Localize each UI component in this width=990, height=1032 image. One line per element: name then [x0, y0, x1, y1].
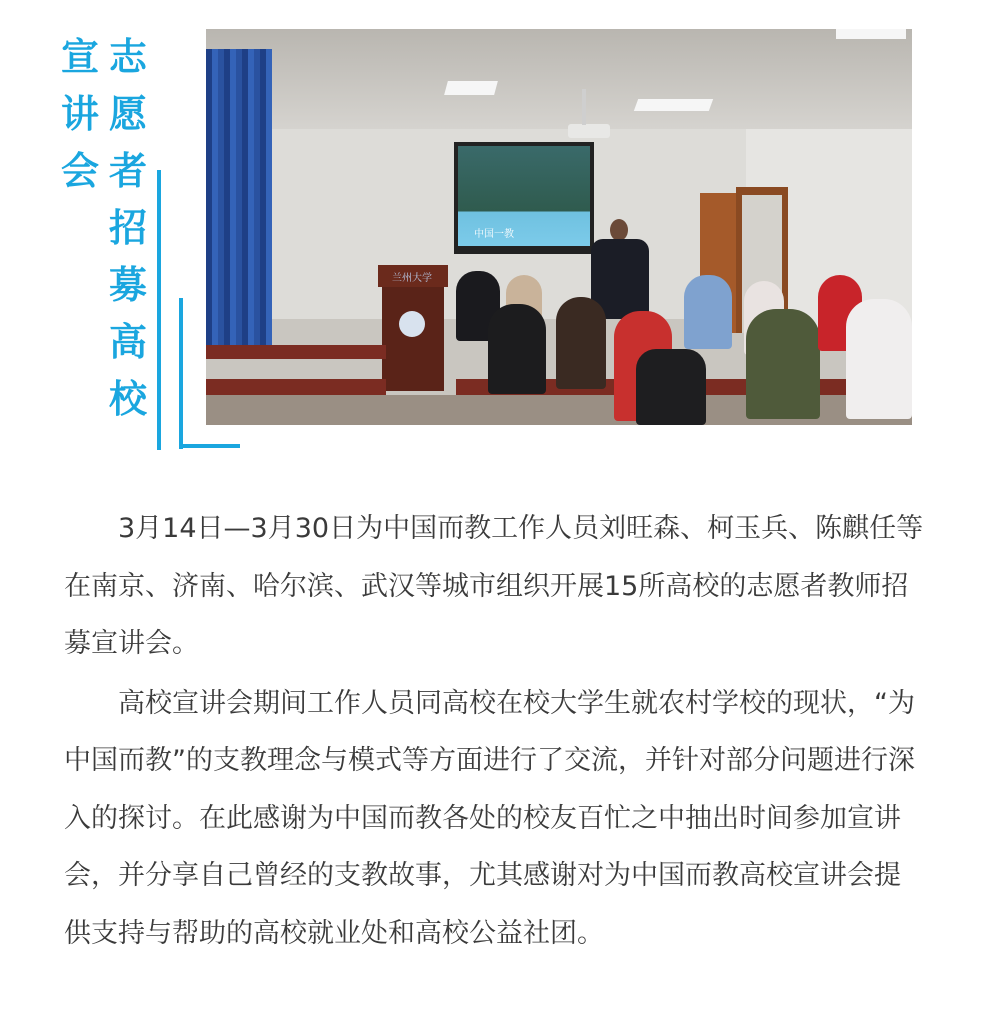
desk	[206, 379, 386, 395]
title-column-primary	[106, 28, 150, 427]
title-char: 募	[108, 262, 147, 307]
title-column-secondary	[58, 28, 102, 199]
podium-label: 兰州大学	[392, 273, 432, 284]
projector-mount	[582, 89, 586, 125]
event-photo	[206, 29, 912, 425]
article-body	[64, 500, 924, 964]
title-char: 者	[108, 148, 147, 193]
title-char: 会	[60, 148, 99, 193]
projector	[568, 124, 610, 138]
title-char: 讲	[60, 91, 99, 136]
student	[846, 299, 912, 419]
student	[746, 309, 820, 419]
paragraph: 高校宣讲会期间工作人员同高校在校大学生就农村学校的现状，“为中国而教”的支教理念与模式等方面进行了交流，并针对部分问题进行深入的探讨。在此感谢为中国而教各处的校友百忙之中抽出时间参加宣讲会，并分享自己曾经的支教故事，尤其感谢对为中国而教高校宣讲会提供支持与帮助的高校就业处和高校公益社团。	[64, 687, 915, 949]
title-char: 志	[108, 34, 147, 79]
ceiling-light	[634, 99, 713, 111]
student	[636, 349, 706, 425]
desk	[206, 345, 386, 359]
ceiling-light	[836, 29, 906, 39]
title-char: 校	[108, 376, 147, 421]
title-char: 愿	[108, 91, 147, 136]
decorative-line-horizontal	[179, 444, 240, 448]
decorative-line-short	[179, 298, 183, 449]
title-char: 宣	[60, 34, 99, 79]
student	[556, 297, 606, 389]
title-char: 高	[108, 319, 147, 364]
speaker-head	[610, 219, 628, 241]
student	[684, 275, 732, 349]
title-char: 招	[108, 205, 147, 250]
decorative-line-long	[157, 170, 161, 450]
ceiling-light	[444, 81, 498, 95]
paragraph: 3月14日—3月30日为中国而教工作人员刘旺森、柯玉兵、陈麒任等在南京、济南、哈尔滨、武汉等城市组织开展15所高校的志愿者教师招募宣讲会。	[64, 513, 924, 659]
screen-slide-caption: 中国一教	[474, 229, 514, 240]
student	[488, 304, 546, 394]
ceiling	[206, 29, 912, 139]
podium-emblem	[399, 311, 425, 337]
blue-curtain	[206, 49, 272, 349]
